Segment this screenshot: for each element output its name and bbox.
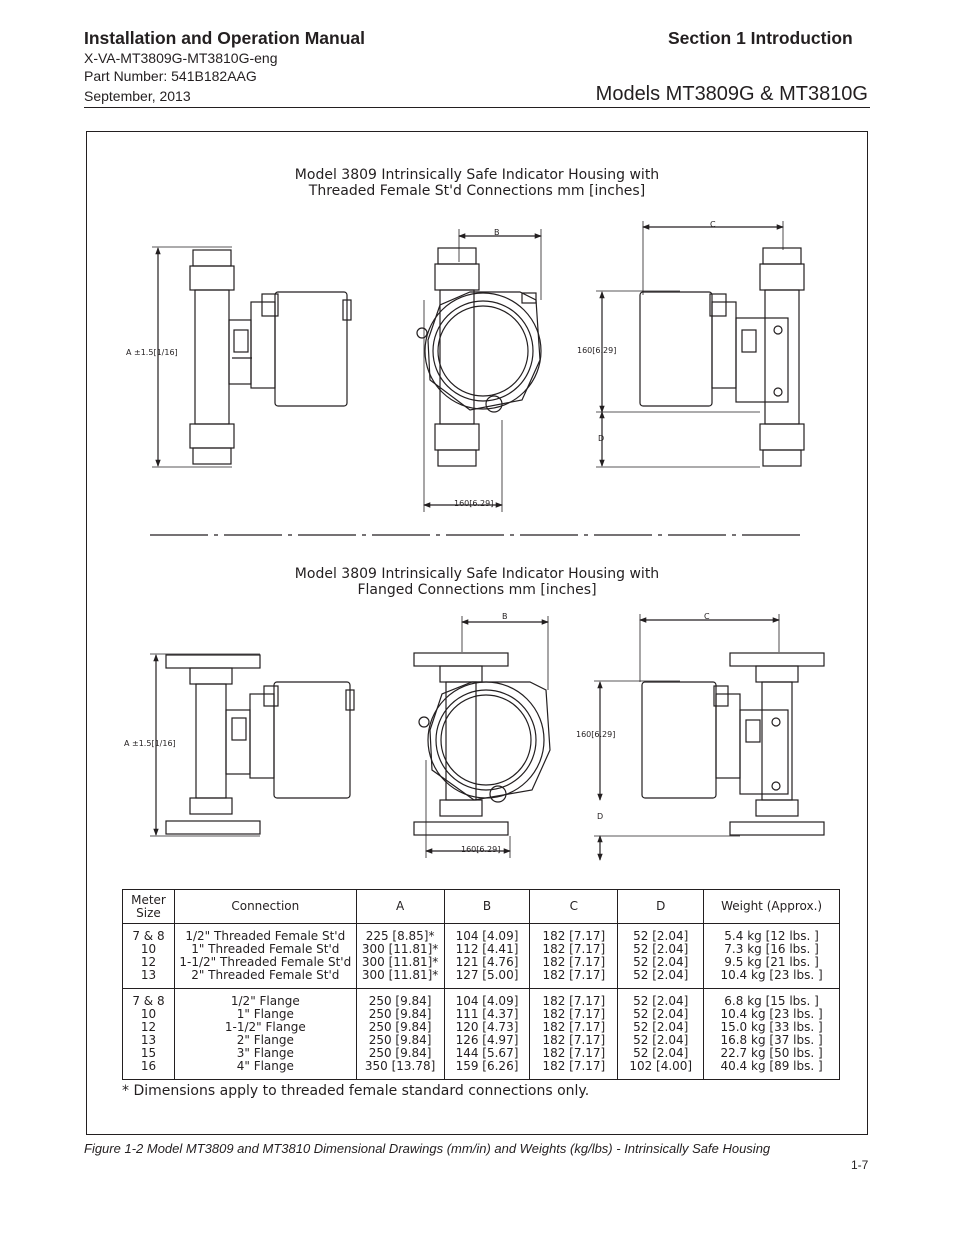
cell-line-c: 182 [7.17]	[542, 1007, 606, 1021]
flanged-dim-a: A ±1.5[1/16]	[124, 739, 176, 748]
flanged-dim-160-bottom: 160[6.29]	[461, 845, 501, 854]
cell-line-b: 126 [4.97]	[455, 1033, 519, 1047]
table-header-row	[123, 890, 840, 924]
cell-line-a: 250 [9.84]	[368, 1007, 432, 1021]
cell-line-connection: 1/2" Flange	[230, 994, 300, 1008]
cell-line-b: 112 [4.41]	[455, 942, 519, 956]
cell-line-d: 102 [4.00]	[629, 1059, 693, 1073]
header-a: A	[356, 890, 444, 924]
cell-line-d: 52 [2.04]	[633, 1046, 689, 1060]
header-d: D	[618, 890, 704, 924]
header-b: B	[444, 890, 530, 924]
cell-line-a: 250 [9.84]	[368, 1046, 432, 1060]
cell-connection	[174, 989, 356, 1080]
cell-line-connection: 4" Flange	[236, 1059, 294, 1073]
cell-line-c: 182 [7.17]	[542, 1033, 606, 1047]
cell-d	[618, 989, 704, 1080]
cell-line-a: 225 [8.85]*	[365, 929, 435, 943]
figure-caption: Figure 1-2 Model MT3809 and MT3810 Dimensional Drawings (mm/in) and Weights (kg/lbs) - Intrinsically Safe Housing	[84, 1141, 771, 1156]
cell-line-c: 182 [7.17]	[542, 1046, 606, 1060]
cell-line-a: 300 [11.81]*	[361, 968, 439, 982]
cell-line-b: 104 [4.09]	[455, 929, 519, 943]
manual-title: Installation and Operation Manual	[84, 28, 365, 48]
cell-line-b: 121 [4.76]	[455, 955, 519, 969]
flanged-title-line2: Flanged Connections mm [inches]	[357, 582, 597, 598]
cell-b	[444, 924, 530, 989]
cell-line-weight: 10.4 kg [23 lbs. ]	[720, 968, 823, 982]
threaded-dim-160-side: 160[6.29]	[577, 346, 617, 355]
cell-line-b: 127 [5.00]	[455, 968, 519, 982]
cell-line-d: 52 [2.04]	[633, 994, 689, 1008]
cell-c	[530, 989, 618, 1080]
cell-line-size: 7 & 8	[132, 994, 165, 1008]
cell-line-weight: 9.5 kg [21 lbs. ]	[724, 955, 819, 969]
flanged-dim-b: B	[502, 612, 508, 621]
cell-line-size: 10	[140, 942, 157, 956]
models-heading: Models MT3809G & MT3810G	[595, 83, 868, 105]
cell-line-size: 10	[140, 1007, 157, 1021]
cell-size	[123, 989, 175, 1080]
cell-a	[356, 924, 444, 989]
cell-line-weight: 15.0 kg [33 lbs. ]	[720, 1020, 823, 1034]
cell-line-b: 104 [4.09]	[455, 994, 519, 1008]
cell-line-weight: 22.7 kg [50 lbs. ]	[720, 1046, 823, 1060]
cell-line-a: 300 [11.81]*	[361, 942, 439, 956]
cell-line-weight: 6.8 kg [15 lbs. ]	[724, 994, 819, 1008]
cell-line-weight: 10.4 kg [23 lbs. ]	[720, 1007, 823, 1021]
flanged-dim-160-side: 160[6.29]	[576, 730, 616, 739]
cell-line-b: 111 [4.37]	[455, 1007, 519, 1021]
cell-line-weight: 40.4 kg [89 lbs. ]	[720, 1059, 823, 1073]
flanged-side-view-left	[150, 654, 354, 836]
cell-line-a: 250 [9.84]	[368, 1033, 432, 1047]
cell-line-connection: 1-1/2" Threaded Female St'd	[179, 955, 352, 969]
cell-c	[530, 924, 618, 989]
cell-line-connection: 1/2" Threaded Female St'd	[185, 929, 346, 943]
threaded-dim-a: A ±1.5[1/16]	[126, 348, 178, 357]
threaded-dim-160-bottom: 160[6.29]	[454, 499, 494, 508]
cell-line-d: 52 [2.04]	[633, 955, 689, 969]
threaded-side-view-right	[596, 221, 804, 467]
cell-line-c: 182 [7.17]	[542, 942, 606, 956]
cell-line-weight: 16.8 kg [37 lbs. ]	[720, 1033, 823, 1047]
cell-line-d: 52 [2.04]	[633, 942, 689, 956]
header-meter-size: Meter Size	[123, 890, 175, 924]
cell-line-connection: 1" Flange	[236, 1007, 294, 1021]
cell-line-size: 12	[140, 1020, 157, 1034]
header-connection: Connection	[174, 890, 356, 924]
threaded-title-line1: Model 3809 Intrinsically Safe Indicator Housing with	[294, 167, 660, 183]
cell-b	[444, 989, 530, 1080]
cell-line-connection: 2" Flange	[236, 1033, 294, 1047]
dimensions-weights-table	[122, 889, 840, 1080]
cell-line-a: 250 [9.84]	[368, 1020, 432, 1034]
page-number: 1-7	[851, 1158, 869, 1172]
cell-line-d: 52 [2.04]	[633, 1007, 689, 1021]
cell-line-c: 182 [7.17]	[542, 1059, 606, 1073]
cell-line-size: 13	[140, 968, 157, 982]
cell-line-size: 15	[140, 1046, 157, 1060]
cell-line-c: 182 [7.17]	[542, 1020, 606, 1034]
cell-line-a: 250 [9.84]	[368, 994, 432, 1008]
cell-connection	[174, 924, 356, 989]
cell-line-d: 52 [2.04]	[633, 1020, 689, 1034]
cell-line-size: 12	[140, 955, 157, 969]
table-footnote: * Dimensions apply to threaded female standard connections only.	[122, 1083, 590, 1099]
cell-line-weight: 5.4 kg [12 lbs. ]	[724, 929, 819, 943]
threaded-dim-b: B	[494, 228, 500, 237]
cell-line-size: 13	[140, 1033, 157, 1047]
flanged-title-line1: Model 3809 Intrinsically Safe Indicator Housing with	[294, 566, 660, 582]
cell-line-c: 182 [7.17]	[542, 968, 606, 982]
cell-line-d: 52 [2.04]	[633, 968, 689, 982]
flanged-dim-c: C	[704, 612, 710, 621]
cell-line-d: 52 [2.04]	[633, 929, 689, 943]
cell-line-c: 182 [7.17]	[542, 994, 606, 1008]
publish-date: September, 2013	[84, 88, 191, 104]
cell-size	[123, 924, 175, 989]
flanged-side-view-right	[594, 614, 824, 860]
cell-line-connection: 2" Threaded Female St'd	[191, 968, 340, 982]
threaded-front-view	[417, 229, 541, 512]
header-c: C	[530, 890, 618, 924]
threaded-dim-c: C	[710, 220, 716, 229]
cell-line-c: 182 [7.17]	[542, 929, 606, 943]
cell-line-size: 7 & 8	[132, 929, 165, 943]
cell-line-a: 350 [13.78]	[364, 1059, 436, 1073]
cell-line-size: 16	[140, 1059, 157, 1073]
cell-weight	[704, 989, 840, 1080]
flanged-dim-d: D	[597, 812, 604, 821]
table-row-threaded	[123, 924, 840, 989]
cell-line-d: 52 [2.04]	[633, 1033, 689, 1047]
table-row-flanged	[123, 989, 840, 1080]
flanged-front-view	[414, 616, 550, 858]
cell-line-a: 300 [11.81]*	[361, 955, 439, 969]
cell-line-b: 159 [6.26]	[455, 1059, 519, 1073]
header-weight: Weight (Approx.)	[704, 890, 840, 924]
threaded-dim-d: D	[598, 434, 605, 443]
cell-weight	[704, 924, 840, 989]
cell-line-b: 120 [4.73]	[455, 1020, 519, 1034]
part-number: Part Number: 541B182AAG	[84, 68, 257, 84]
cell-d	[618, 924, 704, 989]
cell-line-connection: 1" Threaded Female St'd	[191, 942, 340, 956]
doc-id: X-VA-MT3809G-MT3810G-eng	[84, 50, 278, 66]
cell-a	[356, 989, 444, 1080]
cell-line-weight: 7.3 kg [16 lbs. ]	[724, 942, 819, 956]
cell-line-b: 144 [5.67]	[455, 1046, 519, 1060]
threaded-title-line2: Threaded Female St'd Connections mm [inches]	[308, 183, 646, 199]
section-title: Section 1 Introduction	[668, 28, 853, 48]
cell-line-connection: 1-1/2" Flange	[224, 1020, 306, 1034]
cell-line-c: 182 [7.17]	[542, 955, 606, 969]
threaded-side-view-left	[152, 247, 351, 467]
cell-line-connection: 3" Flange	[236, 1046, 294, 1060]
